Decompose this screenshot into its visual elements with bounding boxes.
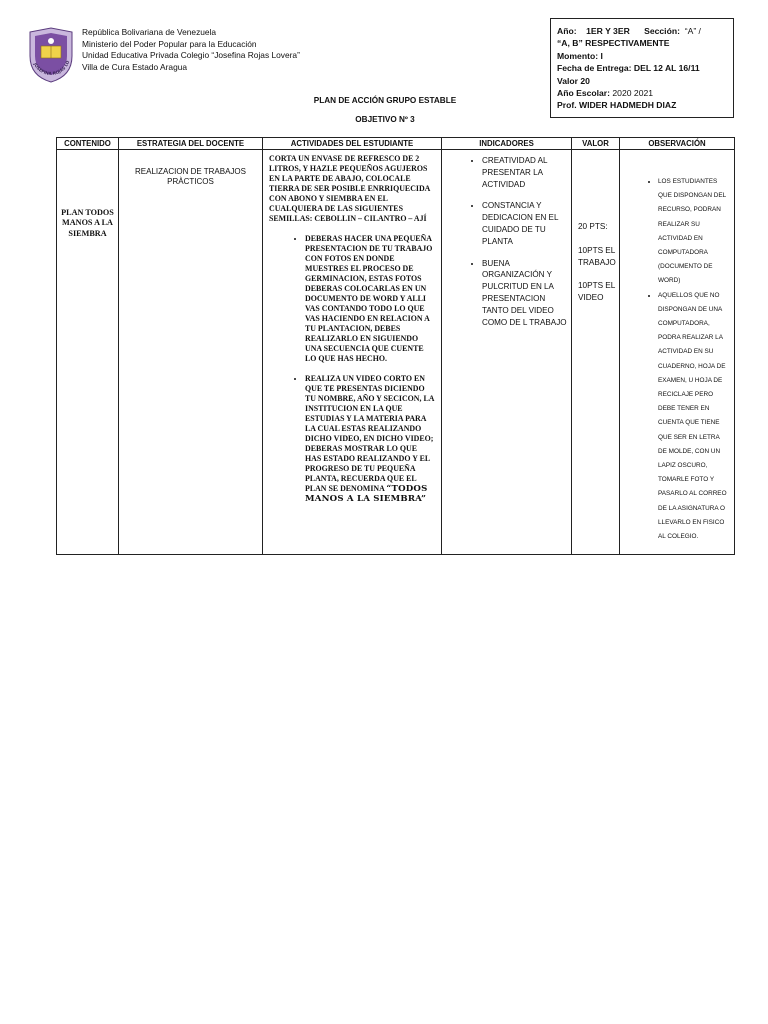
- section-value: “A” /: [684, 26, 701, 36]
- list-item: • DEBERAS HACER UNA PEQUEÑA PRESENTACION DE TU TRABAJO CON FOTOS EN DONDE MUESTRES EL PROCESO DE GERMINACION, ESTAS FOTOS DEBERAS COLOCARLAS EN UN DOCUMENTO DE WORD Y ALLI VAS CONTANDO TODO LO QUE VAS HACIENDO EN RELACION A TU PLANTACION, DEBES REALIZARLO EN SIGUIENDO UNA SECUENCIA QUE CUENTE LO QUE HAS HECHO.: [305, 234, 435, 364]
- school-year-label: Año Escolar:: [557, 88, 611, 99]
- header-line-school: Unidad Educativa Privada Colegio “Josefina Rojas Lovera”: [82, 50, 300, 61]
- year-label: Año:: [557, 26, 577, 36]
- actividad-intro: CORTA UN ENVASE DE REFRESCO DE 2 LITROS, Y HAZLE PEQUEÑOS AGUJEROS EN LA PARTE DE ABAJO, COLOCALE TIERRA DE SER POSIBLE ENRRIQUECIDA CON ABONO Y SIEMBRA EN EL CUALQUIERA DE LAS SIGUIENTES SEMILLAS: CEBOLLIN – CILANTRO – AJÍ: [269, 154, 430, 223]
- list-item: • CREATIVIDAD AL PRESENTAR LA ACTIVIDAD: [482, 155, 567, 190]
- cell-estrategia: [119, 150, 263, 555]
- header-line-ministry: Ministerio del Poder Popular para la Educación: [82, 38, 257, 49]
- header-contenido: CONTENIDO: [57, 138, 119, 150]
- cell-valor: [572, 150, 620, 555]
- info-teacher: Prof. WIDER HADMEDH DIAZ: [557, 100, 677, 111]
- institution-header: [82, 27, 300, 73]
- valor-total: 20 PTS:: [578, 222, 608, 231]
- cell-indicadores: [442, 150, 572, 555]
- contenido-text: PLAN TODOS MANOS A LA SIEMBRA: [61, 208, 114, 238]
- list-item: • REALIZA UN VIDEO CORTO EN QUE TE PRESENTAS DICIENDO TU NOMBRE, AÑO Y SECICON, LA INSTITUCION EN LA QUE ESTUDIAS Y LA MATERIA PARA LA CUAL ESTAS REALIZANDO DICHO VIDEO, EN DICHO VIDEO; DEBERAS MOSTRAR LO QUE HAS ESTADO REALIZANDO Y EL PROGRESO DE TU PEQUEÑA PLANTA, RECUERDA QUE EL PLAN SE DENOMINA “TODOS MANOS A LA SIEMBRA”: [305, 374, 435, 504]
- school-year-value: 2020 2021: [612, 88, 654, 99]
- course-info-box: [550, 18, 734, 118]
- cell-observacion: [620, 150, 735, 555]
- header-line-republic: República Bolivariana de Venezuela: [82, 27, 217, 37]
- info-school-year: [557, 87, 727, 99]
- info-section-line2: “A, B” RESPECTIVAMENTE: [557, 38, 670, 49]
- school-crest-icon: [26, 26, 76, 84]
- actividades-list: [269, 234, 435, 504]
- header-estrategia: ESTRATEGIA DEL DOCENTE: [119, 138, 263, 150]
- header-valor: VALOR: [572, 138, 620, 150]
- logo-arc-text: JOSEFINA ROJAS LO: [32, 59, 71, 76]
- cell-contenido: [57, 150, 119, 555]
- action-plan-table: [56, 137, 735, 555]
- section-label: Sección:: [644, 26, 680, 36]
- estrategia-text: REALIZACION DE TRABAJOS PRÀCTICOS: [135, 167, 246, 187]
- valor-trabajo: 10PTS EL TRABAJO: [578, 245, 616, 267]
- header-indicadores: INDICADORES: [442, 138, 572, 150]
- cell-actividades: [263, 150, 442, 555]
- table-header-row: [57, 138, 735, 150]
- info-delivery-date: [557, 62, 727, 74]
- header-line-city: Villa de Cura Estado Aragua: [82, 61, 188, 72]
- plan-name-quote: “TODOS MANOS A LA SIEMBRA”: [305, 484, 428, 504]
- table-row: [57, 150, 735, 555]
- delivery-date-value: DEL 12 AL 16/11: [633, 63, 700, 74]
- list-item: • BUENA ORGANIZACIÓN Y PULCRITUD EN LA PRESENTACION TANTO DEL VIDEO COMO DE L TRABAJO: [482, 258, 567, 329]
- observacion-list: [620, 175, 730, 544]
- indicadores-list: [442, 155, 567, 328]
- plan-title: PLAN DE ACCIÓN GRUPO ESTABLE: [313, 96, 457, 105]
- info-value: Valor 20: [557, 75, 590, 86]
- header-observacion: OBSERVACIÓN: [620, 138, 735, 150]
- header-actividades: ACTIVIDADES DEL ESTUDIANTE: [263, 138, 442, 150]
- school-logo: [26, 26, 76, 84]
- info-year-section: [557, 25, 727, 37]
- info-moment: Momento: I: [557, 50, 603, 61]
- objective-title: OBJETIVO Nº 3: [355, 115, 415, 124]
- list-item: • CONSTANCIA Y DEDICACION EN EL CUIDADO DE TU PLANTA: [482, 200, 567, 247]
- list-item: • AQUELLOS QUE NO DISPONGAN DE UNA COMPUTADORA, PODRA REALIZAR LA ACTIVIDAD EN SU CUADERNO, HOJA DE EXAMEN, U HOJA DE RECICLAJE PERO DEBE TENER EN CUENTA QUE TIENE QUE SER EN LETRA DE MOLDE, CON UN LAPIZ OSCURO, TOMARLE FOTO Y PASARLO AL CORREO DE LA ASIGNATURA O LLEVARLO EN FISICO AL COLEGIO.: [658, 289, 730, 545]
- valor-video: 10PTS EL VIDEO: [578, 281, 616, 303]
- list-item: • LOS ESTUDIANTES QUE DISPONGAN DEL RECURSO, PODRAN REALIZAR SU ACTIVIDAD EN COMPUTADORA (DOCUMENTO DE WORD): [658, 175, 730, 289]
- year-value: 1ER Y 3ER: [586, 26, 630, 36]
- delivery-date-label: Fecha de Entrega:: [557, 63, 632, 74]
